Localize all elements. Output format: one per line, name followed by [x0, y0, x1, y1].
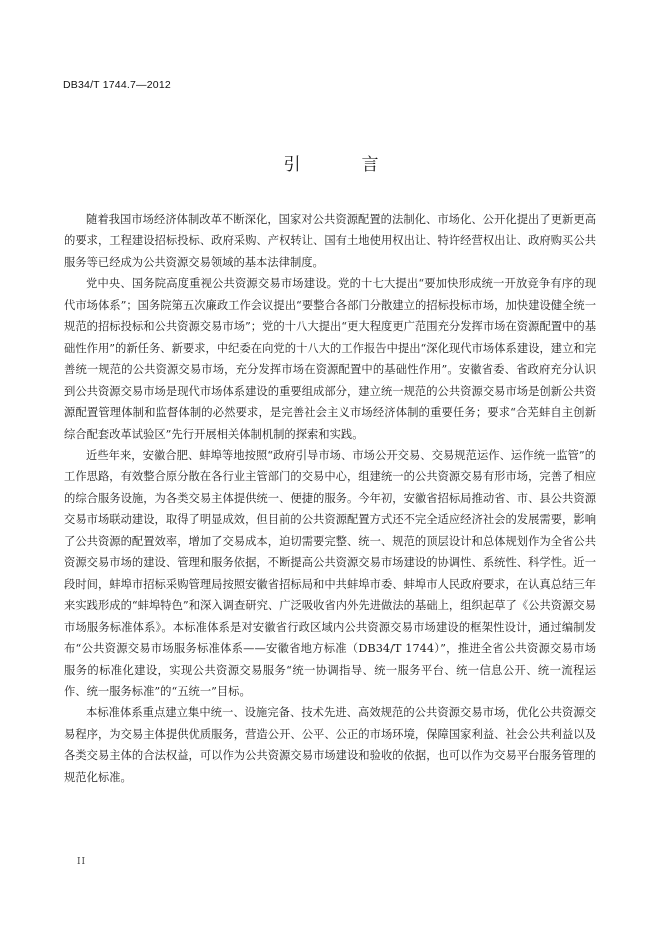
standard-code: DB34/T 1744.7—2012 [63, 79, 171, 91]
paragraph-4: 本标准体系重点建立集中统一、设施完备、技术先进、高效规范的公共资源交易市场，优化公共资源交易程序，为交易主体提供优质服务，营造公开、公平、公正的市场环境，保障国家利益、社会公共利益以及各类交易主体的合法权益，可以作为公共资源交易市场建设和验收的依据，也可以作为交易平台服务管理的规范化标准。 [64, 706, 596, 784]
page-title: 引 言 [283, 155, 401, 175]
document-body [64, 209, 596, 788]
paragraph-1: 随着我国市场经济体制改革不断深化，国家对公共资源配置的法制化、市场化、公开化提出了更新更高的要求，工程建设招标投标、政府采购、产权转让、国有土地使用权出让、特许经营权出让、政府购买公共服务等已经成为公共资源交易领域的基本法律制度。 [64, 213, 596, 269]
page-number: II [77, 857, 87, 867]
paragraph-3: 近些年来，安徽合肥、蚌埠等地按照“政府引导市场、市场公开交易、交易规范运作、运作统一监管”的工作思路，有效整合原分散在各行业主管部门的交易中心，组建统一的公共资源交易有形市场，完善了相应的综合服务设施，为各类交易主体提供统一、便捷的服务。今年初，安徽省招标局推动省、市、县公共资源交易市场联动建设，取得了明显成效，但目前的公共资源配置方式还不完全适应经济社会的发展需要，影响了公共资源的配置效率，增加了交易成本，迫切需要完整、统一、规范的顶层设计和总体规划作为全省公共资源交易市场的建设、管理和服务依据，不断提高公共资源交易市场建设的协调性、系统性、科学性。近一段时间，蚌埠市招标采购管理局按照安徽省招标局和中共蚌埠市委、蚌埠市人民政府要求，在认真总结三年来实践形成的“蚌埠特色”和深入调查研究、广泛吸收省内外先进做法的基础上，组织起草了《公共资源交易市场服务标准体系》。本标准体系是对安徽省行政区域内公共资源交易市场建设的框架性设计，通过编制发布“公共资源交易市场服务标准体系——安徽省地方标准（DB34/T 1744）”，推进全省公共资源交易市场服务的标准化建设，实现公共资源交易服务“统一协调指导、统一服务平台、统一信息公开、统一流程运作、统一服务标准”的“五统一”目标。 [64, 448, 596, 698]
paragraph-2: 党中央、国务院高度重视公共资源交易市场建设。党的十七大提出“要加快形成统一开放竞争有序的现代市场体系”；国务院第五次廉政工作会议提出“要整合各部门分散建立的招标投标市场，加快建设健全统一规范的招标投标和公共资源交易市场”；党的十八大提出“更大程度更广范围充分发挥市场在资源配置中的基础性作用”的新任务、新要求，中纪委在向党的十八大的工作报告中提出“深化现代市场体系建设，建立和完善统一规范的公共资源交易市场，充分发挥市场在资源配置中的基础性作用”。安徽省委、省政府充分认识到公共资源交易市场是现代市场体系建设的重要组成部分，建立统一规范的公共资源交易市场是创新公共资源配置管理体制和监督体制的必然要求，是完善社会主义市场经济体制的重要任务；要求“合芜蚌自主创新综合配套改革试验区”先行开展相关体制机制的探索和实践。 [64, 277, 596, 441]
